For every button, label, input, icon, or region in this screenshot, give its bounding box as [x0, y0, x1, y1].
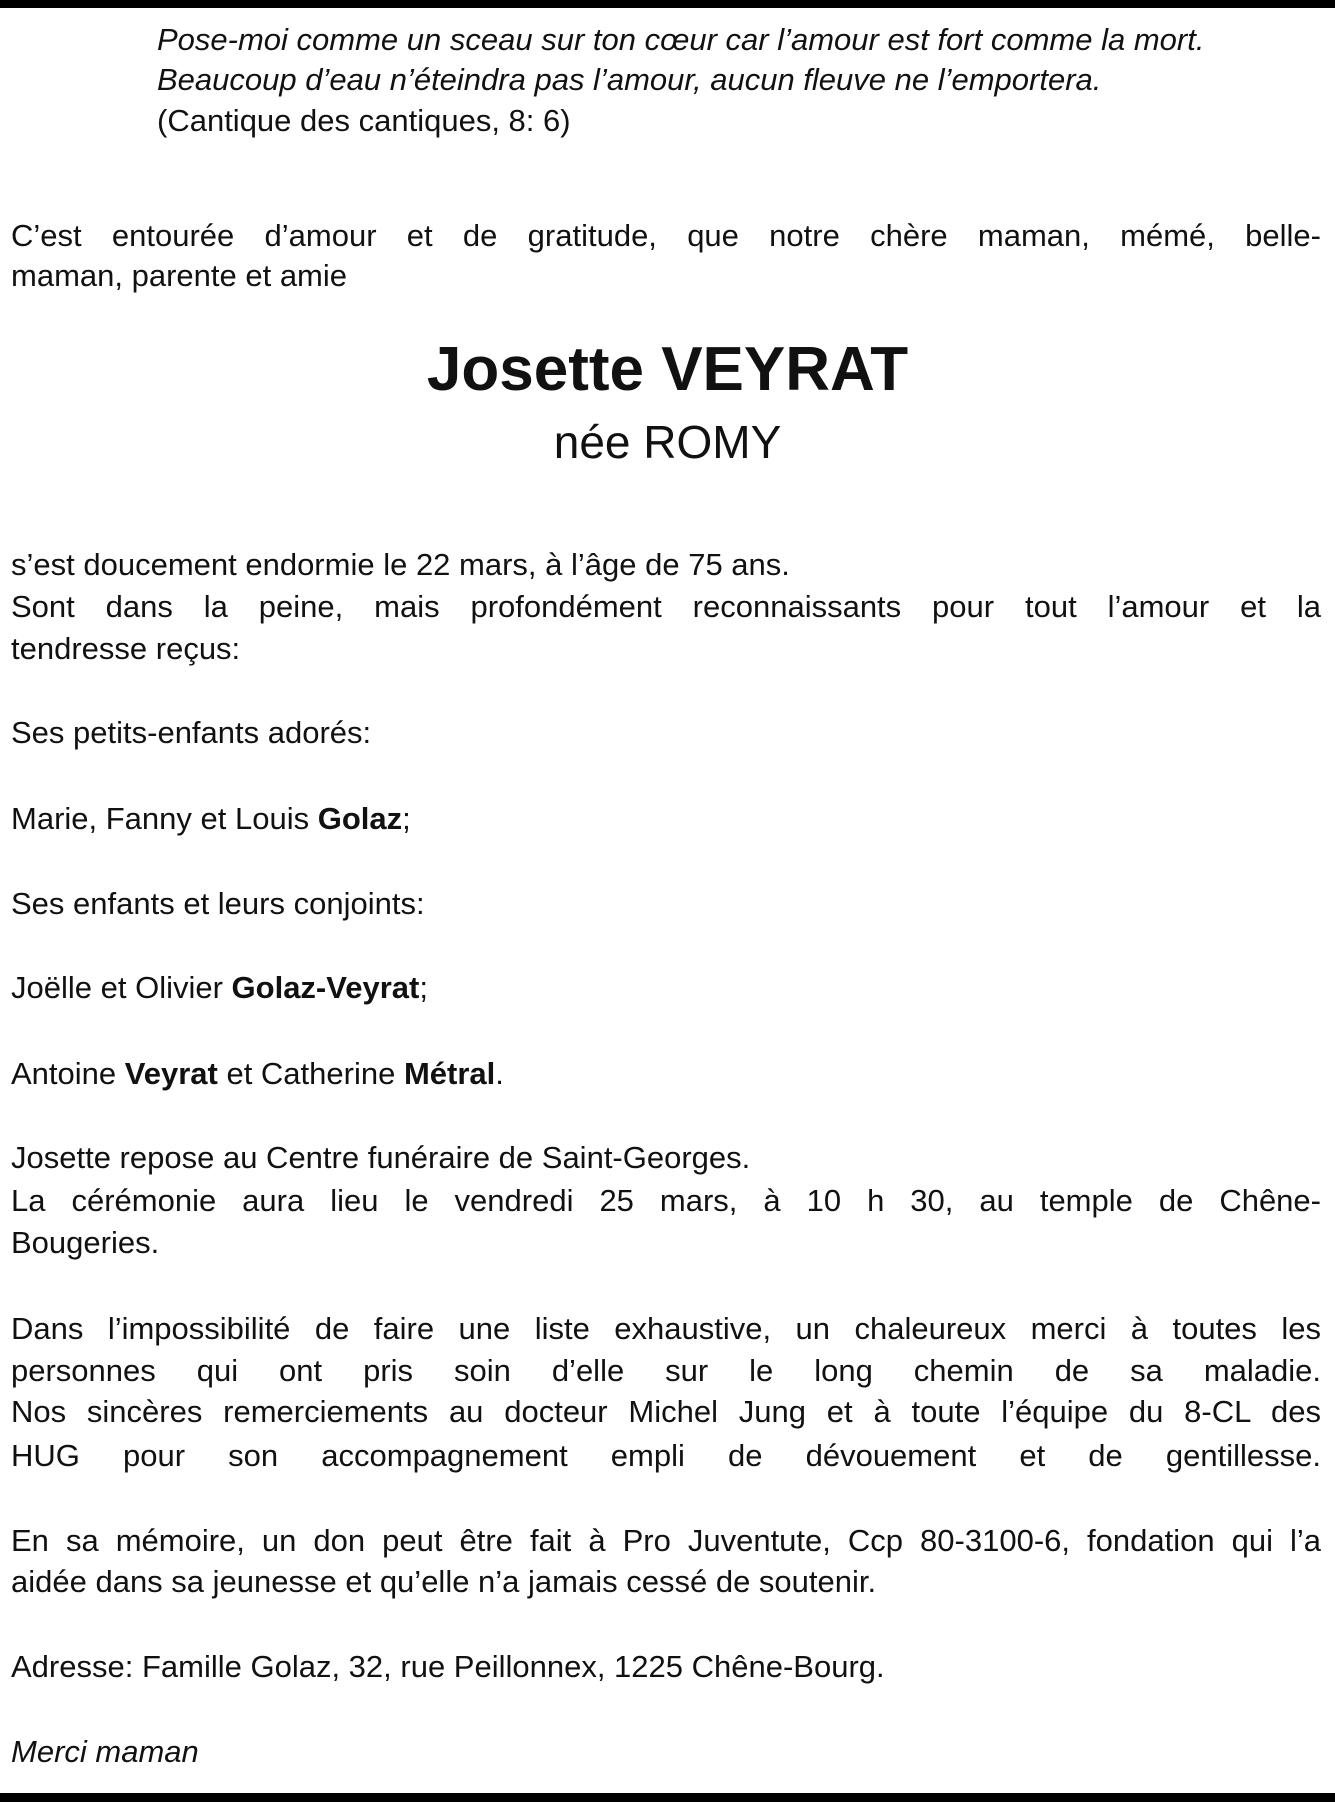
donation-line: aidée dans sa jeunesse et qu’elle n’a jamais cessé de soutenir.: [11, 1564, 877, 1599]
bottom-border: [0, 1793, 1335, 1802]
first-names: Marie, Fanny et Louis: [11, 801, 318, 836]
quote-line: Pose-moi comme un sceau sur ton cœur car l’amour est fort comme la mort.: [157, 22, 1205, 57]
ceremony-line: Bougeries.: [11, 1225, 160, 1260]
deceased-name: Josette VEYRAT: [426, 335, 909, 404]
announcement-line: s’est doucement endormie le 22 mars, à l’âge de 75 ans.: [11, 547, 790, 582]
intro-line: C’est entourée d’amour et de gratitude, que notre chère maman, mémé, belle-: [11, 218, 1321, 253]
announcement-line: tendresse reçus:: [11, 631, 241, 666]
thanks-line: personnes qui ont pris soin d’elle sur le long chemin de sa maladie.: [11, 1353, 1321, 1388]
first-name: Antoine: [11, 1056, 125, 1091]
children-heading: Ses enfants et leurs conjoints:: [11, 886, 425, 921]
surname: Golaz: [317, 801, 403, 836]
thanks-line: Dans l’impossibilité de faire une liste exhaustive, un chaleureux merci à toutes les: [11, 1311, 1321, 1346]
grandchildren-line: [11, 798, 1321, 840]
maiden-name: née ROMY: [553, 416, 782, 468]
address: Adresse: Famille Golaz, 32, rue Peillonnex, 1225 Chêne-Bourg.: [11, 1649, 885, 1684]
announcement-line: Sont dans la peine, mais profondément reconnaissants pour tout l’amour et la: [11, 589, 1321, 624]
ceremony-line: Josette repose au Centre funéraire de Saint-Georges.: [11, 1140, 751, 1175]
ceremony-line: La cérémonie aura lieu le vendredi 25 mars, à 10 h 30, au temple de Chêne-: [11, 1183, 1321, 1218]
closing: Merci maman: [11, 1734, 199, 1769]
child-line: [11, 967, 1321, 1009]
punctuation: .: [495, 1056, 504, 1091]
top-border: [0, 0, 1335, 8]
thanks-line: Nos sincères remerciements au docteur Michel Jung et à toute l’équipe du 8-CL des: [11, 1394, 1321, 1429]
intro-line: maman, parente et amie: [11, 258, 348, 293]
connector: et Catherine: [217, 1056, 404, 1091]
first-names: Joëlle et Olivier: [11, 970, 232, 1005]
grandchildren-heading: Ses petits-enfants adorés:: [11, 715, 372, 750]
quote-citation: (Cantique des cantiques, 8: 6): [157, 103, 571, 138]
child-line: [11, 1053, 1321, 1095]
punctuation: ;: [419, 970, 428, 1005]
surname: Veyrat: [124, 1056, 218, 1091]
surname: Golaz-Veyrat: [231, 970, 420, 1005]
punctuation: ;: [402, 801, 411, 836]
quote-line: Beaucoup d’eau n’éteindra pas l’amour, aucun fleuve ne l’emportera.: [157, 62, 1102, 97]
surname: Métral: [403, 1056, 496, 1091]
thanks-line: HUG pour son accompagnement empli de dévouement et de gentillesse.: [11, 1438, 1321, 1473]
donation-line: En sa mémoire, un don peut être fait à Pro Juventute, Ccp 80-3100-6, fondation qui l’a: [11, 1523, 1321, 1558]
